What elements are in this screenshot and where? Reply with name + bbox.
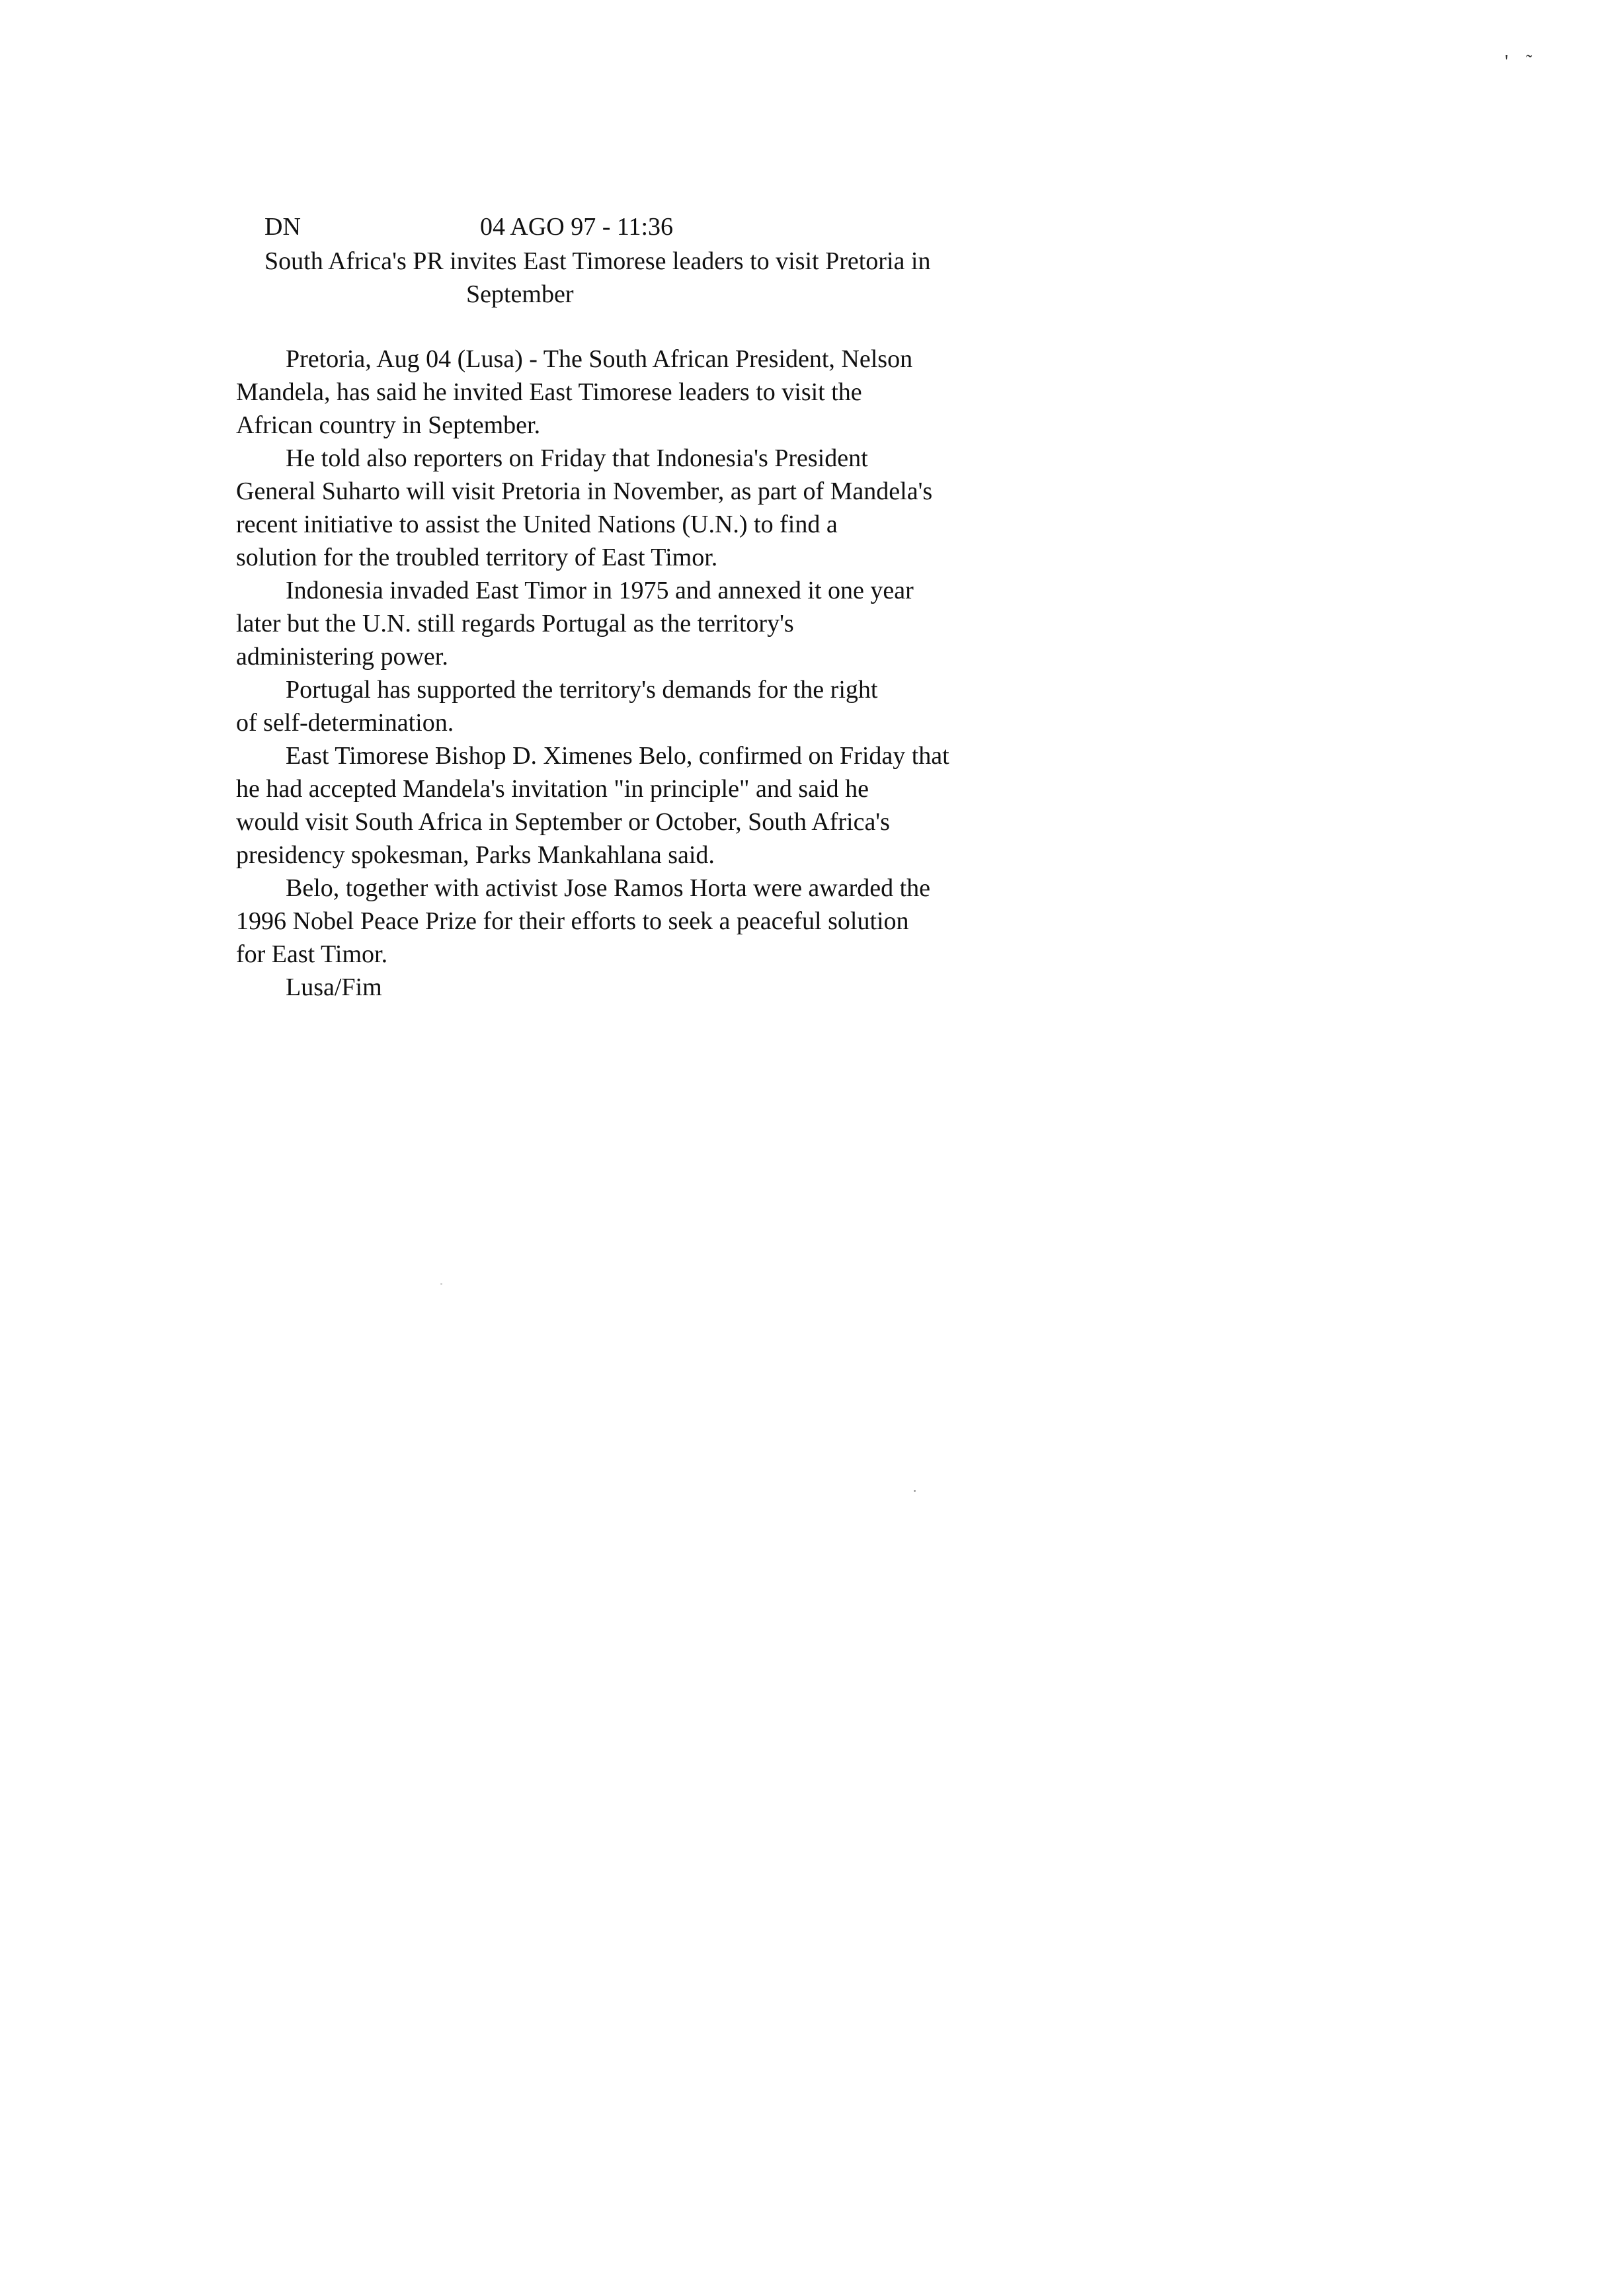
body-line: for East Timor. xyxy=(236,940,388,968)
article-body xyxy=(236,343,1096,1004)
body-line: recent initiative to assist the United Nations (U.N.) to find a xyxy=(236,511,838,538)
body-line: Belo, together with activist Jose Ramos Horta were awarded the xyxy=(286,874,931,902)
scan-speck xyxy=(440,1283,442,1285)
body-line: solution for the troubled territory of East Timor. xyxy=(236,544,718,571)
corner-scan-mark: ' ˜ xyxy=(1505,52,1539,72)
headline-line: September xyxy=(466,280,574,308)
body-line: 1996 Nobel Peace Prize for their efforts to seek a peaceful solution xyxy=(236,907,909,935)
body-line: Indonesia invaded East Timor in 1975 and annexed it one year xyxy=(286,577,914,604)
body-line: Pretoria, Aug 04 (Lusa) - The South African President, Nelson xyxy=(286,345,913,373)
body-line: He told also reporters on Friday that Indonesia's President xyxy=(286,444,868,472)
body-line: later but the U.N. still regards Portugal as the territory's xyxy=(236,610,794,637)
body-line: East Timorese Bishop D. Ximenes Belo, confirmed on Friday that xyxy=(286,742,949,770)
body-line: presidency spokesman, Parks Mankahlana said. xyxy=(236,841,715,869)
body-line: Portugal has supported the territory's demands for the right xyxy=(286,676,878,704)
headline xyxy=(264,245,1045,311)
body-line: he had accepted Mandela's invitation "in principle" and said he xyxy=(236,775,869,803)
news-source: DN xyxy=(264,213,301,241)
body-line: would visit South Africa in September or October, South Africa's xyxy=(236,808,890,836)
dispatch-datetime: 04 AGO 97 - 11:36 xyxy=(480,213,674,241)
headline-line: South Africa's PR invites East Timorese leaders to visit Pretoria in xyxy=(264,247,931,275)
scan-speck xyxy=(914,1490,916,1492)
body-line: Lusa/Fim xyxy=(286,973,382,1001)
body-line: General Suharto will visit Pretoria in November, as part of Mandela's xyxy=(236,477,933,505)
dispatch-header xyxy=(264,210,673,243)
body-line: Mandela, has said he invited East Timorese leaders to visit the xyxy=(236,378,862,406)
body-line: of self-determination. xyxy=(236,709,454,737)
body-line: administering power. xyxy=(236,643,448,671)
body-line: African country in September. xyxy=(236,411,541,439)
